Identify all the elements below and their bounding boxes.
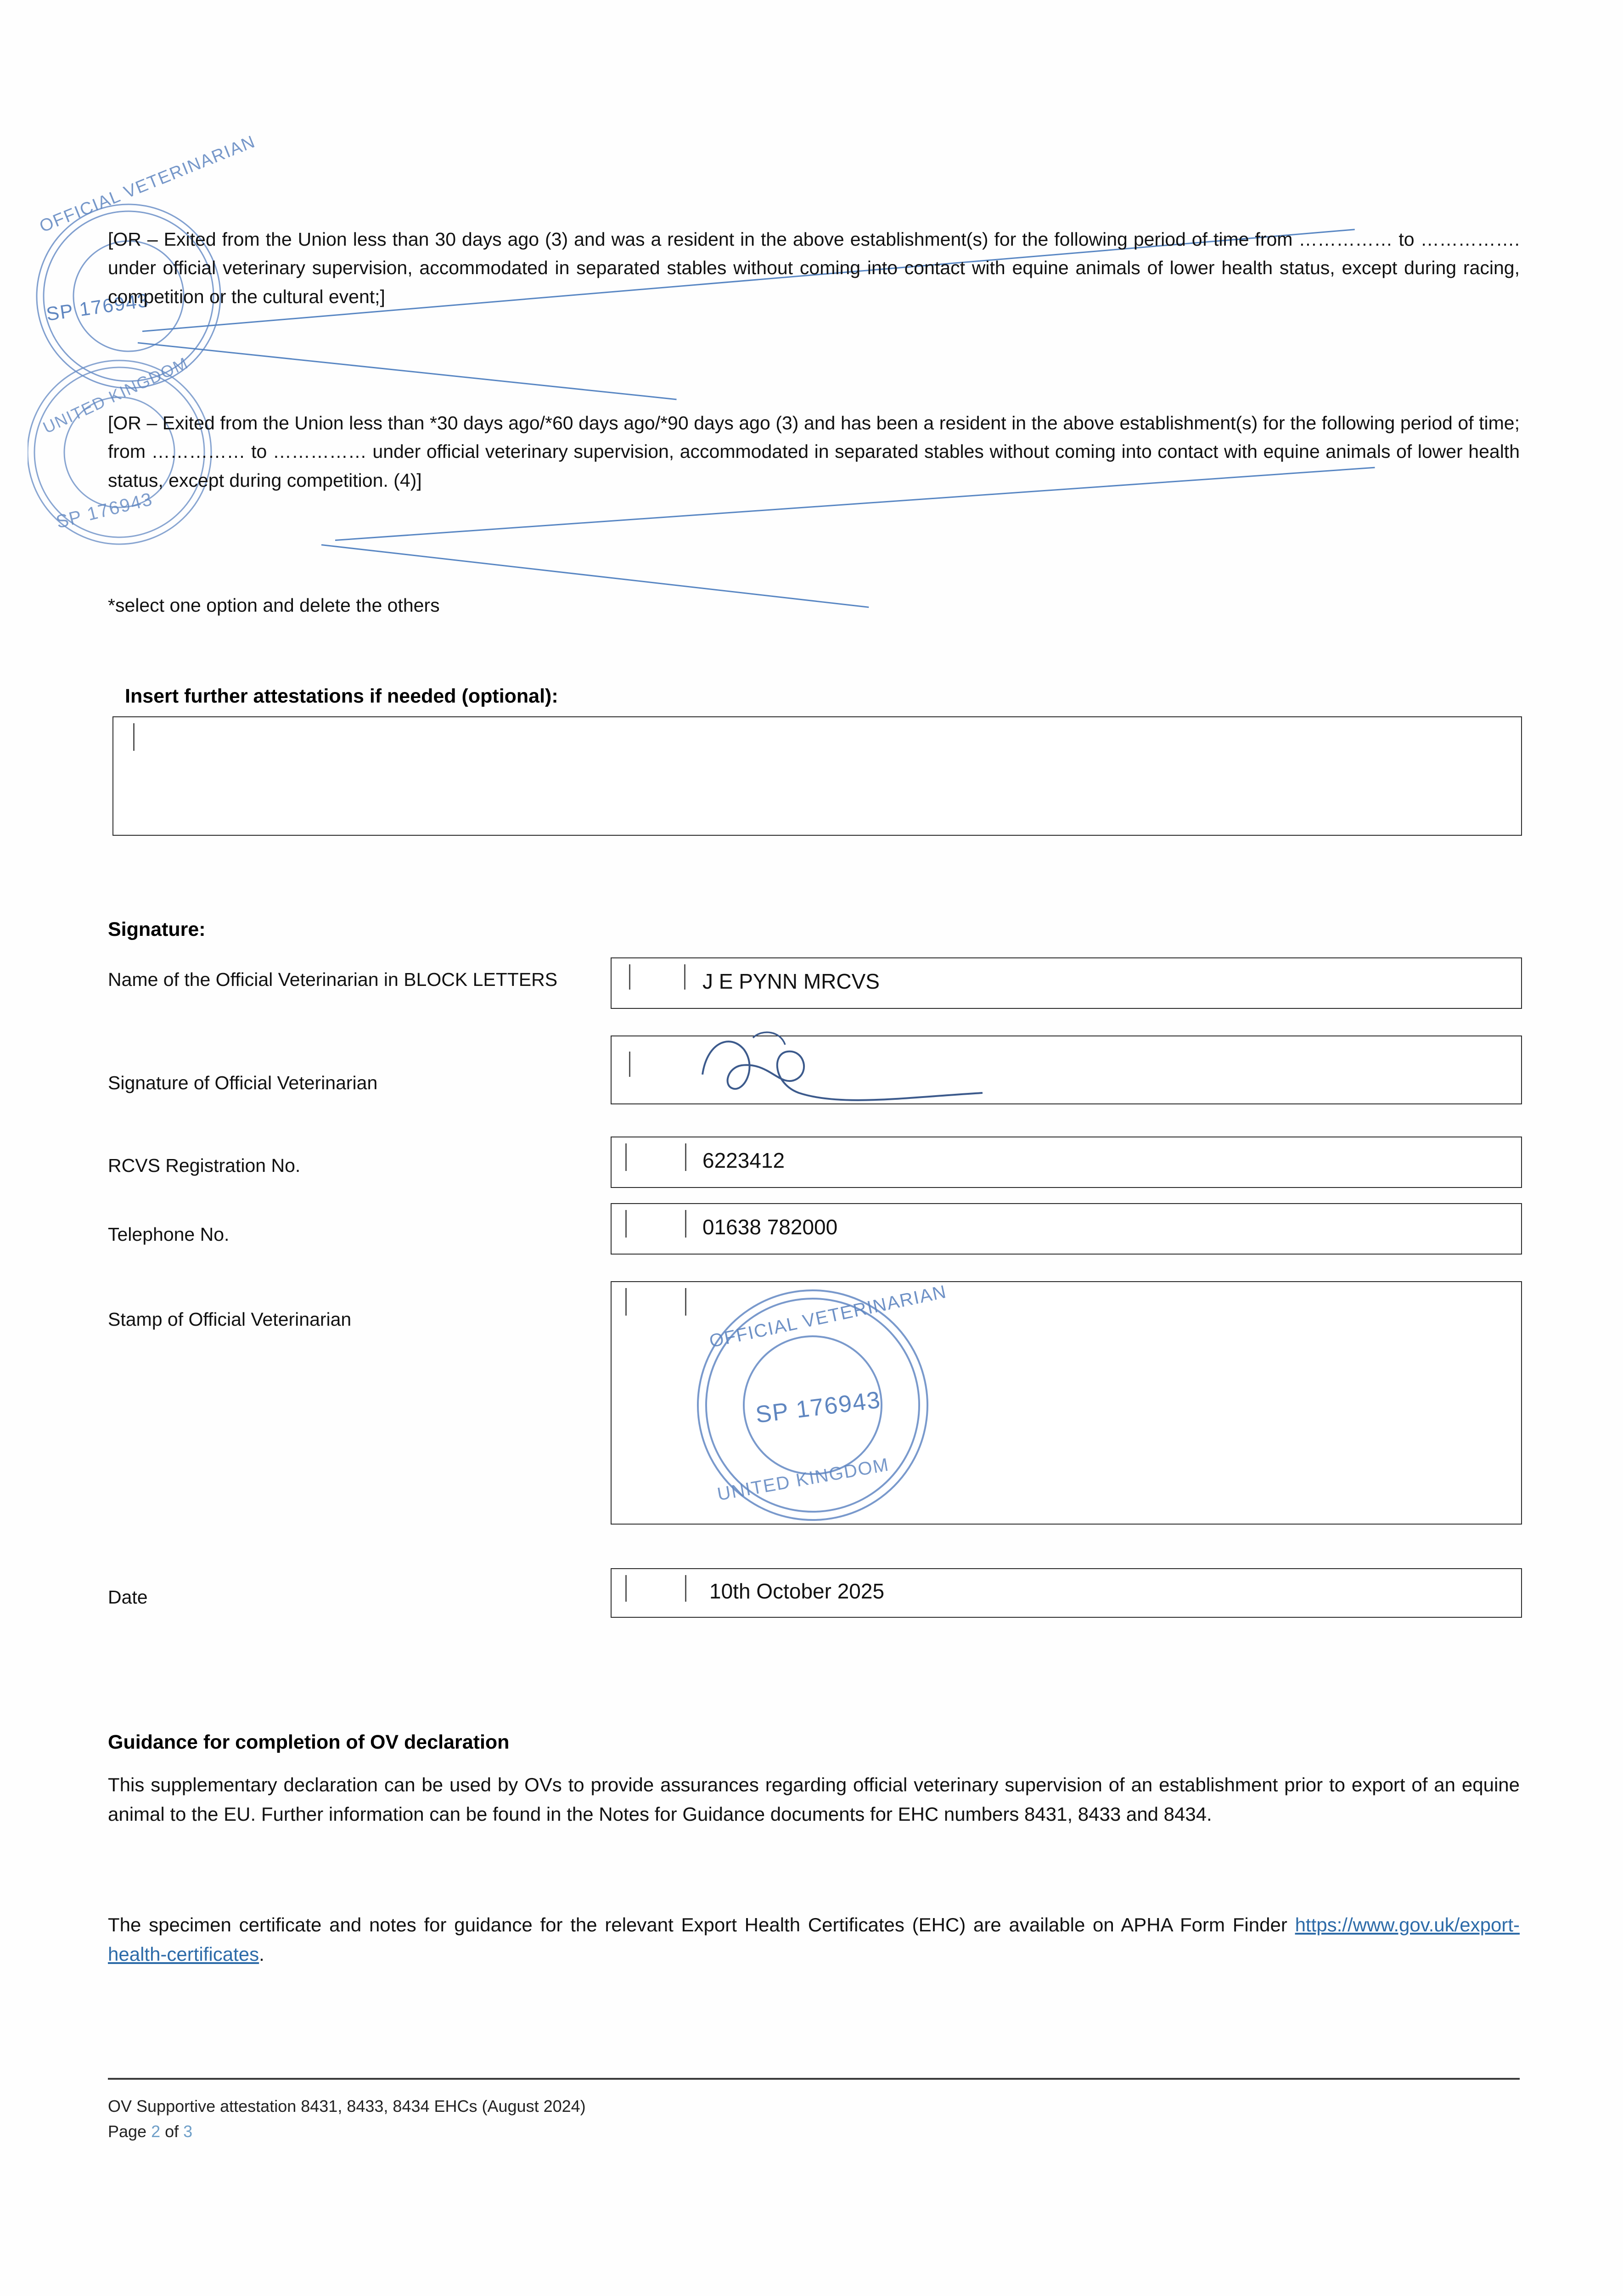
value-telephone-no: 01638 782000 (702, 1215, 838, 1239)
stamp-code-top: SP 176943 (45, 289, 151, 325)
attestations-box-tick (133, 723, 135, 751)
rcvs-field-tick (625, 1143, 627, 1171)
footer-document-reference: OV Supportive attestation 8431, 8433, 8434 EHCs (August 2024) (108, 2097, 586, 2116)
footer-page-number (108, 2119, 192, 2144)
paragraph-option-one: [OR – Exited from the Union less than 30 days ago (3) and was a resident in the above establishment(s) for the following period of time from …………… to ……………. under official veterinary supervision, accommodated in separated stables without coming into contact with equine animals of lower health status, except during racing, competition or the cultural event;] (108, 229, 1520, 307)
stamp-code-top-secondary: SP 176943 (54, 489, 155, 533)
guidance-paragraph-2 (108, 1910, 1520, 1969)
name-field-tick (629, 964, 630, 990)
telephone-field-tick-2 (685, 1210, 686, 1238)
handwritten-signature (689, 1024, 1010, 1111)
select-option-note: *select one option and delete the others (108, 595, 440, 616)
guidance-paragraph-2-before: The specimen certificate and notes for guidance for the relevant Export Health Certificates (EHC) are available on APHA Form Finder (108, 1914, 1295, 1936)
further-attestations-box[interactable] (112, 716, 1522, 836)
date-field-tick (625, 1575, 627, 1602)
rcvs-field-tick-2 (685, 1143, 686, 1171)
strike-line-2 (138, 342, 677, 400)
guidance-paragraph-2-after: . (259, 1943, 264, 1965)
telephone-field-tick (625, 1210, 627, 1238)
footer-current-page: 2 (151, 2122, 161, 2141)
stamp-field-tick-2 (685, 1288, 686, 1316)
label-rcvs-registration-no: RCVS Registration No. (108, 1155, 301, 1176)
export-health-certificates-link[interactable]: https://www.gov.uk/export-health-certificates (108, 1914, 1520, 1965)
value-name-of-official-veterinarian: J E PYNN MRCVS (702, 969, 880, 993)
label-signature-of-official-veterinarian: Signature of Official Veterinarian (108, 1072, 378, 1093)
signature-section-heading: Signature: (108, 918, 206, 940)
label-date: Date (108, 1587, 148, 1608)
stamp-inner-text-top: UNITED KINGDOM (40, 353, 191, 437)
footer-page-prefix: Page (108, 2122, 152, 2141)
stamp-outer-text-top: OFFICIAL VETERINARIAN (37, 132, 258, 236)
footer-page-of: of (160, 2122, 184, 2141)
value-date: 10th October 2025 (709, 1579, 885, 1603)
label-name-of-official-veterinarian: Name of the Official Veterinarian in BLOCK LETTERS (108, 969, 558, 990)
signature-field-tick (629, 1052, 630, 1077)
stamp-field-tick (625, 1288, 627, 1316)
label-telephone-no: Telephone No. (108, 1224, 230, 1245)
footer-divider (108, 2078, 1520, 2080)
stamp-outer-text-signature: OFFICIAL VETERINARIAN (708, 1281, 949, 1352)
stamp-inner-text-signature: UNITED KINGDOM (715, 1454, 891, 1505)
guidance-title: Guidance for completion of OV declaration (108, 1731, 510, 1753)
stamp-code-signature: SP 176943 (754, 1386, 882, 1429)
value-rcvs-registration-no: 6223412 (702, 1148, 785, 1172)
date-field-tick-2 (685, 1575, 686, 1602)
label-stamp-of-official-veterinarian: Stamp of Official Veterinarian (108, 1309, 352, 1330)
guidance-paragraph-1: This supplementary declaration can be used by OVs to provide assurances regarding official veterinary supervision of an establishment prior to export of an equine animal to the EU. Further information can be found in the Notes for Guidance documents for EHC numbers 8431, 8433 and 8434. (108, 1774, 1520, 1825)
paragraph-option-two: [OR – Exited from the Union less than *30 days ago/*60 days ago/*90 days ago (3) and has been a resident in the above establishment(s) for the following period of time; from …………… to …………… under official veterinary supervision, accommodated in separated stables without coming into contact with equine animals of lower health status, except during competition. (4)] (108, 412, 1520, 491)
footer-total-pages: 3 (183, 2122, 193, 2141)
further-attestations-heading: Insert further attestations if needed (optional): (125, 685, 558, 707)
name-field-tick-2 (684, 964, 685, 990)
